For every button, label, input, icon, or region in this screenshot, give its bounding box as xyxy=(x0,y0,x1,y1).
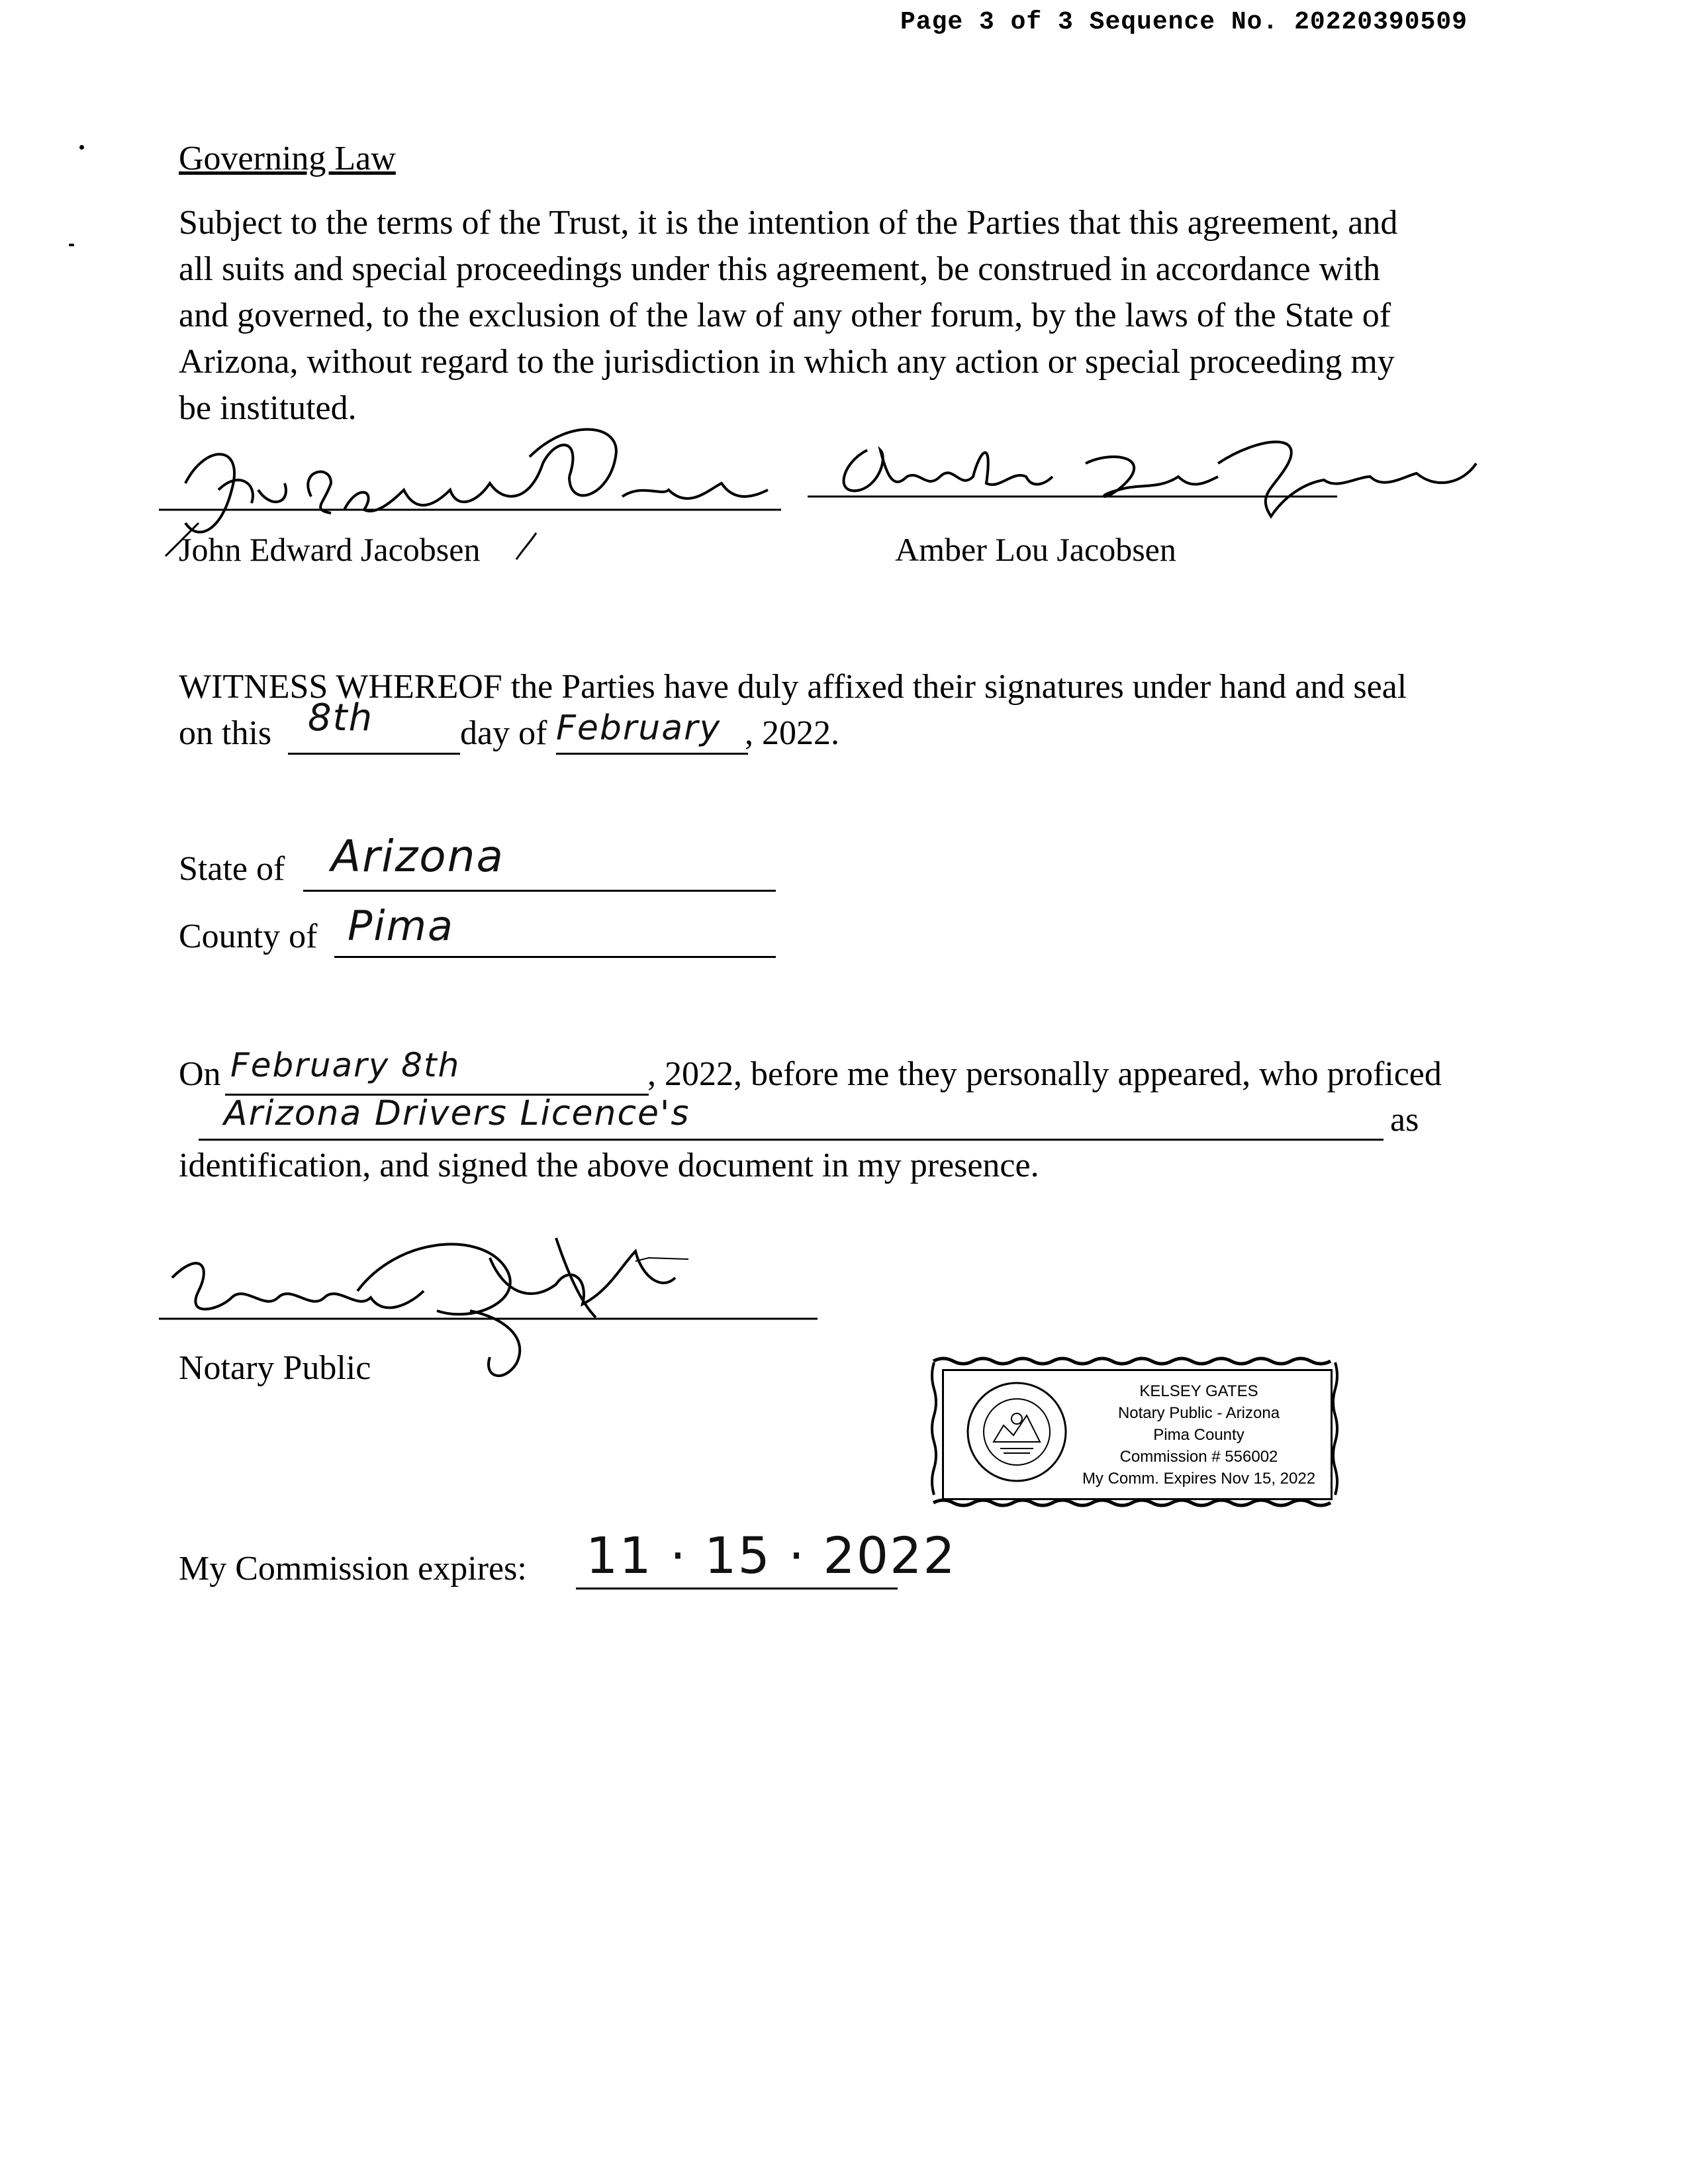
county-underline xyxy=(334,956,776,958)
month-underline xyxy=(556,753,748,755)
witness-on-this: on this xyxy=(179,714,272,752)
scan-mark xyxy=(79,145,84,150)
commission-label: My Commission expires: xyxy=(179,1550,527,1588)
state-seal-icon xyxy=(964,1379,1070,1485)
witness-month-value: February xyxy=(556,708,722,748)
section-heading: Governing Law xyxy=(179,140,396,177)
party1-name: John Edward Jacobsen xyxy=(179,531,481,568)
amber-signature xyxy=(808,424,1483,536)
state-label: State of xyxy=(179,850,285,888)
stamp-frame xyxy=(942,1369,1333,1500)
notary-label: Notary Public xyxy=(179,1349,371,1387)
stamp-commission: Commission # 556002 xyxy=(1119,1448,1278,1466)
paragraph-line: Arizona, without regard to the jurisdiction in which any action or special proceeding my xyxy=(179,343,1395,381)
ack-as-label: as xyxy=(1390,1101,1419,1139)
ack-id-value: Arizona Drivers Licence's xyxy=(224,1094,690,1133)
paragraph-line: all suits and special proceedings under this agreement, be construed in accordance with xyxy=(179,250,1381,288)
county-value: Pima xyxy=(348,902,455,950)
witness-day-value: 8th xyxy=(308,696,374,739)
stamp-county: Pima County xyxy=(1153,1426,1244,1444)
state-value: Arizona xyxy=(331,831,504,882)
stamp-expires: My Comm. Expires Nov 15, 2022 xyxy=(1082,1470,1316,1488)
paragraph-line: and governed, to the exclusion of the law of any other forum, by the laws of the State of xyxy=(179,297,1391,334)
party2-name: Amber Lou Jacobsen xyxy=(895,531,1176,568)
county-label: County of xyxy=(179,918,318,955)
stamp-text-block xyxy=(1070,1380,1328,1490)
state-underline xyxy=(303,890,776,892)
governing-law-paragraph xyxy=(179,200,1529,432)
ack-line1-rest: , 2022, before me they personally appeared, who proficed xyxy=(647,1055,1442,1093)
paragraph-line: Subject to the terms of the Trust, it is the intention of the Parties that this agreement, and xyxy=(179,204,1398,242)
stamp-title: Notary Public - Arizona xyxy=(1117,1404,1280,1422)
page-header: Page 3 of 3 Sequence No. 20220390509 xyxy=(900,8,1468,36)
commission-value: 11 · 15 · 2022 xyxy=(586,1526,957,1585)
ack-on-label: On xyxy=(179,1055,221,1093)
witness-year: , 2022. xyxy=(745,714,839,752)
witness-day-of: day of xyxy=(460,714,547,752)
ack-line3: identification, and signed the above document in my presence. xyxy=(179,1147,1039,1184)
day-underline xyxy=(288,753,460,755)
notary-stamp xyxy=(930,1356,1340,1508)
paragraph-line: be instituted. xyxy=(179,389,357,427)
stamp-name: KELSEY GATES xyxy=(1139,1382,1258,1400)
ack-id-underline xyxy=(199,1139,1384,1141)
commission-underline xyxy=(576,1588,898,1590)
ack-date-value: February 8th xyxy=(230,1046,461,1084)
scan-mark xyxy=(69,244,74,246)
witness-line: WITNESS WHEREOF the Parties have duly affixed their signatures under hand and seal xyxy=(179,668,1407,706)
